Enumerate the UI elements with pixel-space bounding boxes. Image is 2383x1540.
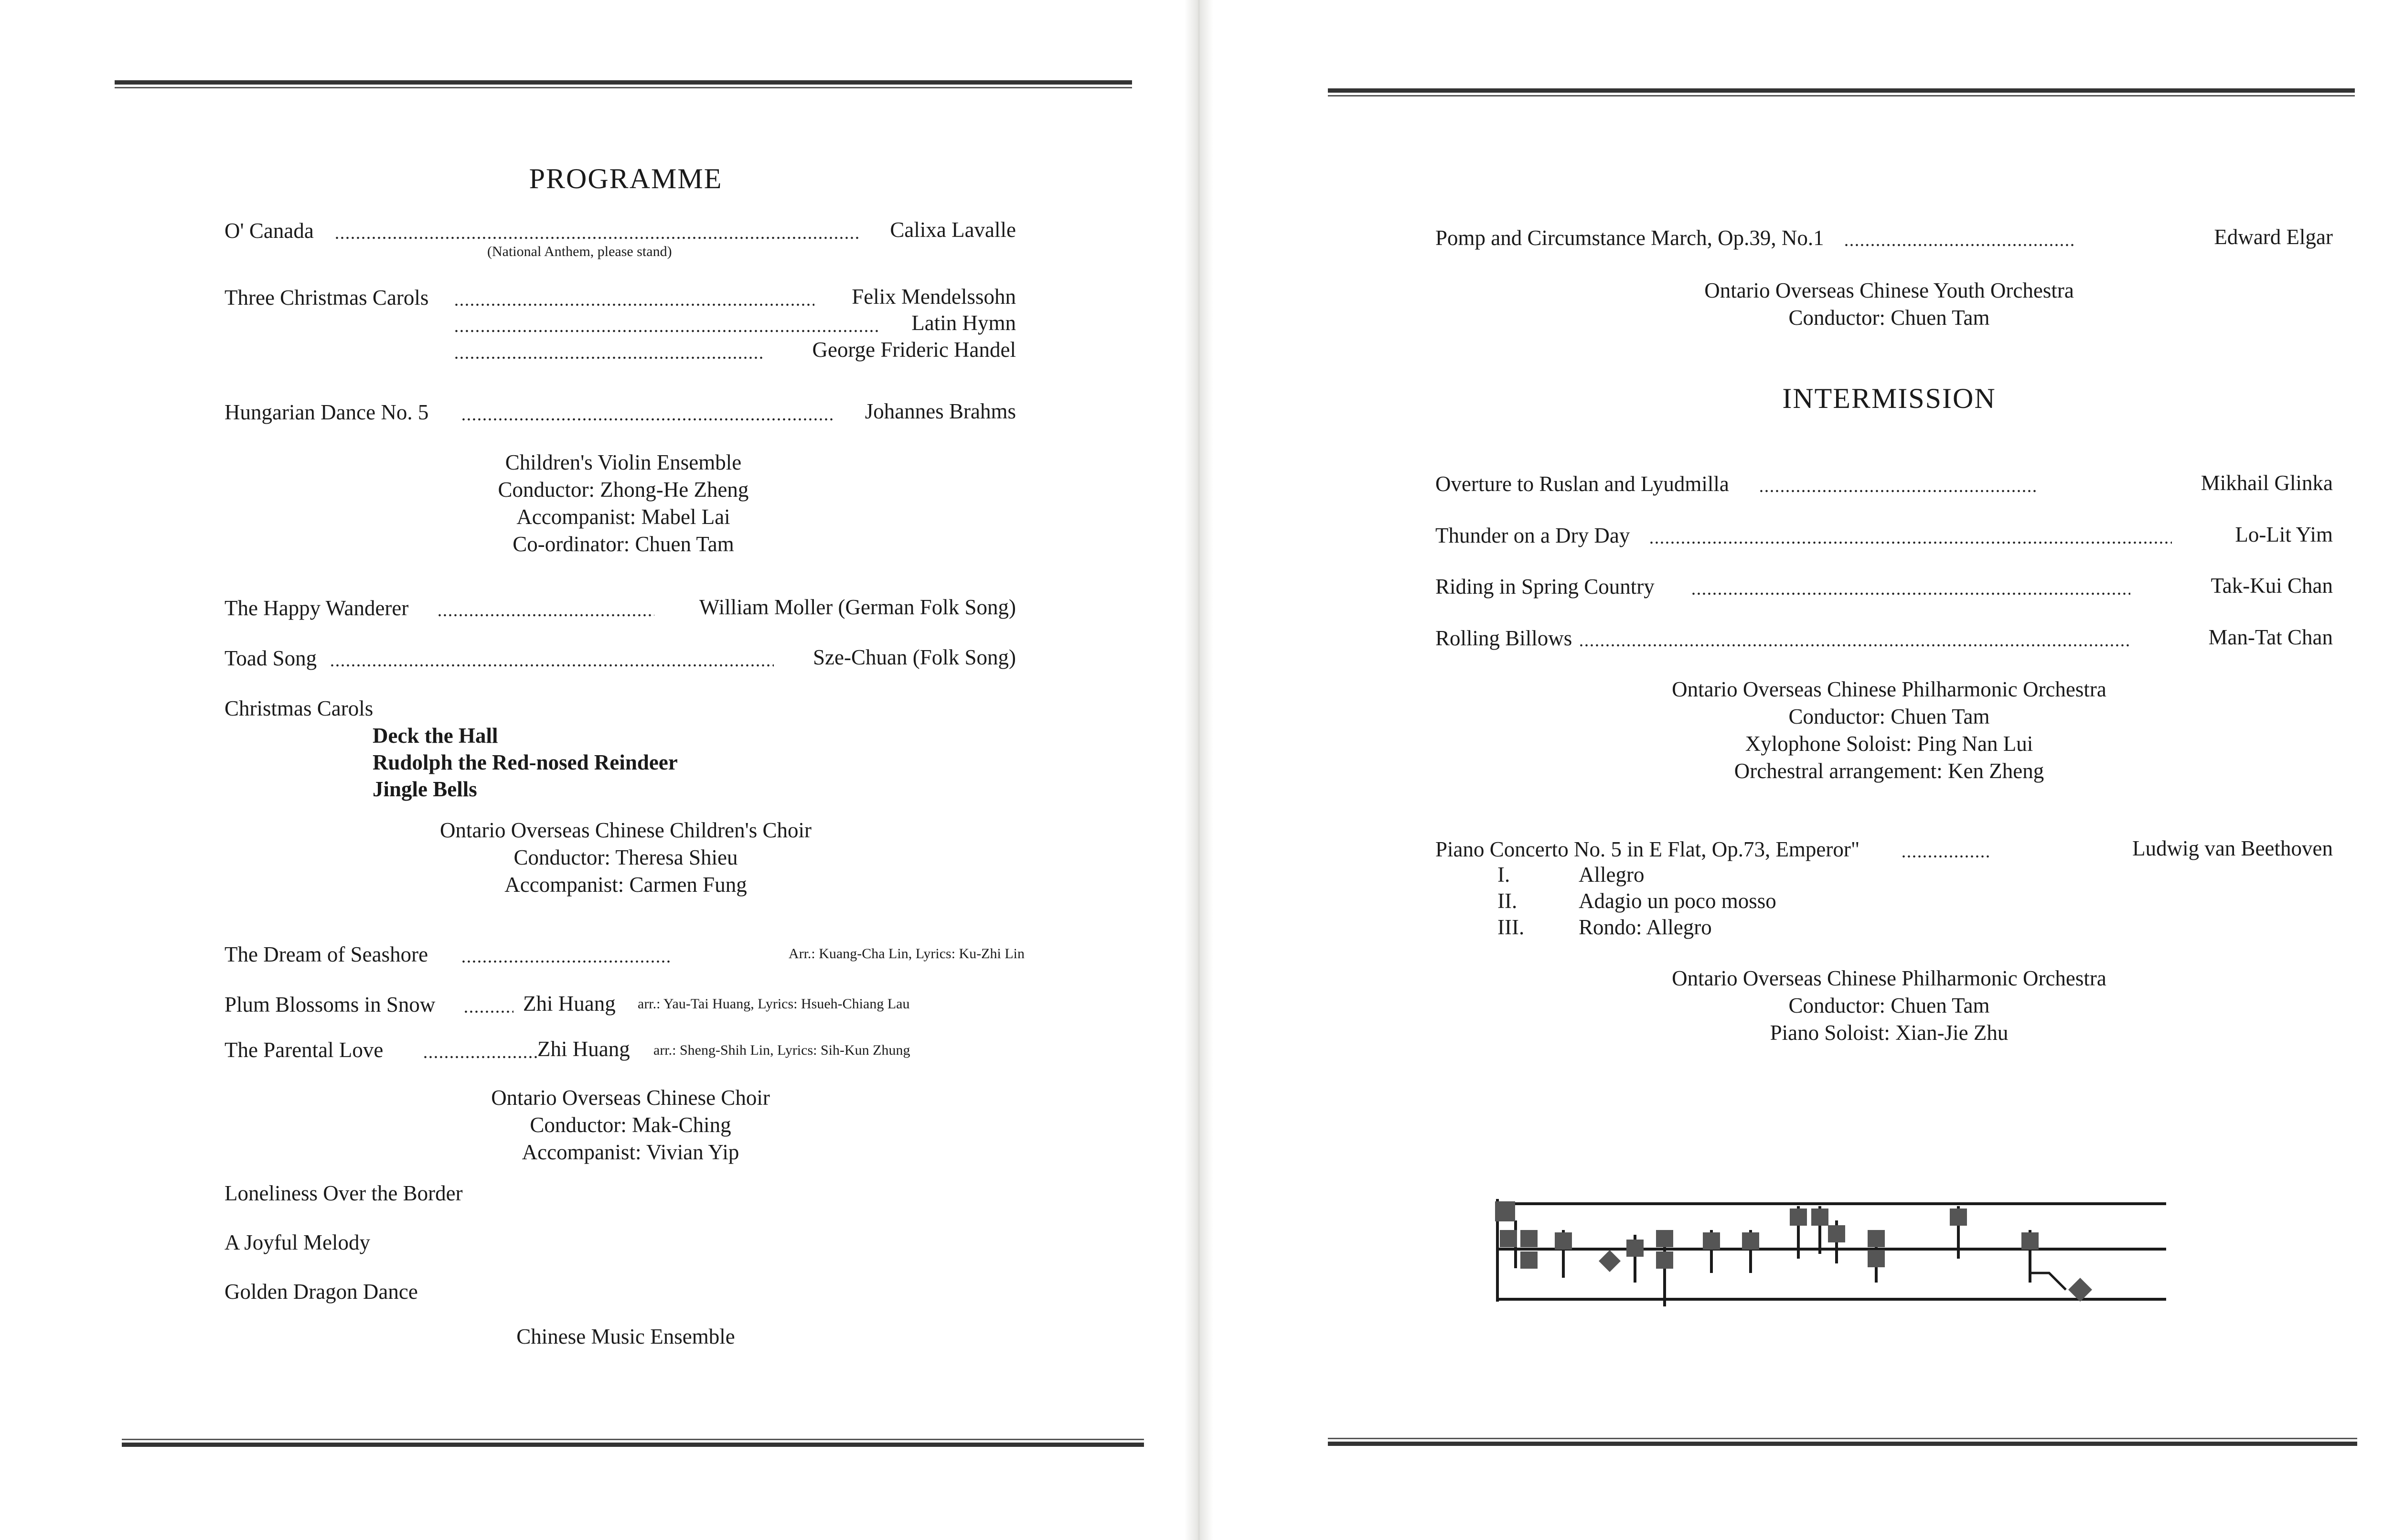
- riding-composer: Tak-Kui Chan: [2211, 574, 2333, 598]
- chinese-piece: Golden Dragon Dance: [224, 1280, 418, 1304]
- ocanada-composer: Calixa Lavalle: [890, 218, 1016, 242]
- credit-line: Co-ordinator: Chuen Tam: [513, 532, 734, 556]
- intermission-heading: INTERMISSION: [1782, 383, 1996, 414]
- movement-number: I.: [1497, 863, 1510, 887]
- credit-line: Accompanist: Mabel Lai: [516, 505, 730, 529]
- leader: [330, 664, 774, 667]
- rolling-title: Rolling Billows: [1435, 626, 1572, 650]
- credit-line: Piano Soloist: Xian-Jie Zhu: [1770, 1021, 2009, 1045]
- plum-title: Plum Blossoms in Snow: [224, 993, 436, 1016]
- credit-line: Ontario Overseas Chinese Children's Choir: [440, 818, 812, 842]
- leader: [461, 418, 834, 421]
- dream-title: The Dream of Seashore: [224, 942, 428, 966]
- credit-line: Ontario Overseas Chinese Choir: [491, 1086, 770, 1110]
- credit-line: Children's Violin Ensemble: [505, 450, 742, 474]
- page-gutter: [1185, 0, 1213, 1540]
- leader: [1901, 855, 1992, 858]
- movement-name: Rondo: Allegro: [1579, 915, 1712, 939]
- piano-title: Piano Concerto No. 5 in E Flat, Op.73, Emperor": [1435, 837, 1860, 861]
- right-page: [1213, 0, 2383, 1540]
- leader: [1691, 592, 2130, 595]
- carols3-title: Three Christmas Carols: [224, 286, 429, 310]
- ocanada-title: O' Canada: [224, 219, 314, 243]
- movement-number: III.: [1497, 915, 1525, 939]
- leader: [334, 236, 860, 239]
- leader: [1649, 541, 2172, 544]
- dream-composer: Arr.: Kuang-Cha Lin, Lyrics: Ku-Zhi Lin: [788, 946, 1025, 962]
- wanderer-composer: William Moller (German Folk Song): [699, 595, 1016, 619]
- parental-arr: arr.: Sheng-Shih Lin, Lyrics: Sih-Kun Zhung: [653, 1042, 910, 1058]
- pomp-composer: Edward Elgar: [2214, 225, 2333, 249]
- credit-line: Orchestral arrangement: Ken Zheng: [1734, 759, 2044, 783]
- credit-line: Conductor: Mak-Ching: [530, 1113, 731, 1137]
- credit-line: Ontario Overseas Chinese Philharmonic Orchestra: [1672, 966, 2106, 990]
- parental-title: The Parental Love: [224, 1038, 384, 1062]
- toad-title: Toad Song: [224, 646, 317, 670]
- carols3-composer-3: George Frideric Handel: [812, 338, 1016, 362]
- bottom-rule-right: [1328, 1438, 2357, 1448]
- leader: [454, 356, 764, 359]
- leader: [454, 330, 879, 332]
- leader: [454, 303, 814, 306]
- youth-credits: [1576, 277, 2202, 332]
- carols3-composer-1: Felix Mendelssohn: [852, 285, 1016, 309]
- chinese-ensemble: Chinese Music Ensemble: [516, 1325, 735, 1348]
- top-rule-right: [1328, 88, 2355, 99]
- credit-line: Conductor: Chuen Tam: [1788, 994, 1990, 1017]
- hungarian-composer: Johannes Brahms: [865, 399, 1016, 423]
- programme-heading: PROGRAMME: [529, 163, 723, 194]
- toad-composer: Sze-Chuan (Folk Song): [813, 645, 1016, 669]
- philharmonic-credits-1: [1548, 676, 2231, 785]
- ocanada-note: (National Anthem, please stand): [487, 244, 672, 259]
- leader: [461, 960, 671, 963]
- riding-title: Riding in Spring Country: [1435, 575, 1655, 599]
- leader: [1579, 644, 2130, 647]
- leader: [1844, 244, 2075, 246]
- credit-line: Accompanist: Carmen Fung: [504, 873, 747, 897]
- leader: [463, 1010, 513, 1013]
- leader: [437, 614, 654, 617]
- movement-name: Adagio un poco mosso: [1579, 889, 1776, 913]
- plum-arr: arr.: Yau-Tai Huang, Lyrics: Hsueh-Chiang Lau: [638, 996, 910, 1012]
- violin-credits: [382, 449, 865, 558]
- credit-line: Conductor: Chuen Tam: [1788, 705, 1990, 728]
- leader: [1759, 490, 2036, 492]
- rolling-composer: Man-Tat Chan: [2208, 625, 2333, 649]
- chinese-piece: Loneliness Over the Border: [224, 1181, 463, 1205]
- carols3-composer-2: Latin Hymn: [911, 311, 1016, 335]
- credit-line: Conductor: Zhong-He Zheng: [498, 478, 749, 502]
- credit-line: Xylophone Soloist: Ping Nan Lui: [1745, 732, 2033, 756]
- parental-composer: Zhi Huang: [537, 1037, 630, 1061]
- xmas-title: Christmas Carols: [224, 696, 374, 720]
- plum-composer: Zhi Huang: [523, 992, 616, 1016]
- ruslan-composer: Mikhail Glinka: [2201, 471, 2333, 495]
- credit-line: Accompanist: Vivian Yip: [522, 1140, 739, 1164]
- chinese-piece: A Joyful Melody: [224, 1230, 371, 1254]
- credit-line: Ontario Overseas Chinese Philharmonic Orchestra: [1672, 677, 2106, 701]
- philharmonic-credits-2: [1548, 965, 2231, 1047]
- leader: [423, 1056, 537, 1059]
- music-notation-ornament: [1488, 1192, 2176, 1316]
- bottom-rule-left: [122, 1439, 1144, 1449]
- xmas-song: Deck the Hall: [373, 724, 498, 748]
- xmas-song: Jingle Bells: [373, 777, 477, 801]
- left-page: [0, 0, 1185, 1540]
- pomp-title: Pomp and Circumstance March, Op.39, No.1: [1435, 226, 1824, 250]
- children-choir-credits: [334, 817, 917, 898]
- xmas-song: Rudolph the Red-nosed Reindeer: [373, 750, 678, 774]
- thunder-title: Thunder on a Dry Day: [1435, 524, 1630, 547]
- choir-credits: [420, 1084, 841, 1166]
- thunder-composer: Lo-Lit Yim: [2235, 523, 2333, 546]
- ruslan-title: Overture to Ruslan and Lyudmilla: [1435, 472, 1729, 496]
- wanderer-title: The Happy Wanderer: [224, 596, 409, 620]
- movement-name: Allegro: [1579, 863, 1645, 887]
- piano-composer: Ludwig van Beethoven: [2132, 836, 2333, 860]
- credit-line: Conductor: Chuen Tam: [1788, 306, 1990, 330]
- movement-number: II.: [1497, 889, 1517, 913]
- credit-line: Conductor: Theresa Shieu: [513, 845, 738, 869]
- credit-line: Ontario Overseas Chinese Youth Orchestra: [1704, 278, 2074, 302]
- hungarian-title: Hungarian Dance No. 5: [224, 400, 429, 424]
- top-rule-left: [115, 80, 1132, 91]
